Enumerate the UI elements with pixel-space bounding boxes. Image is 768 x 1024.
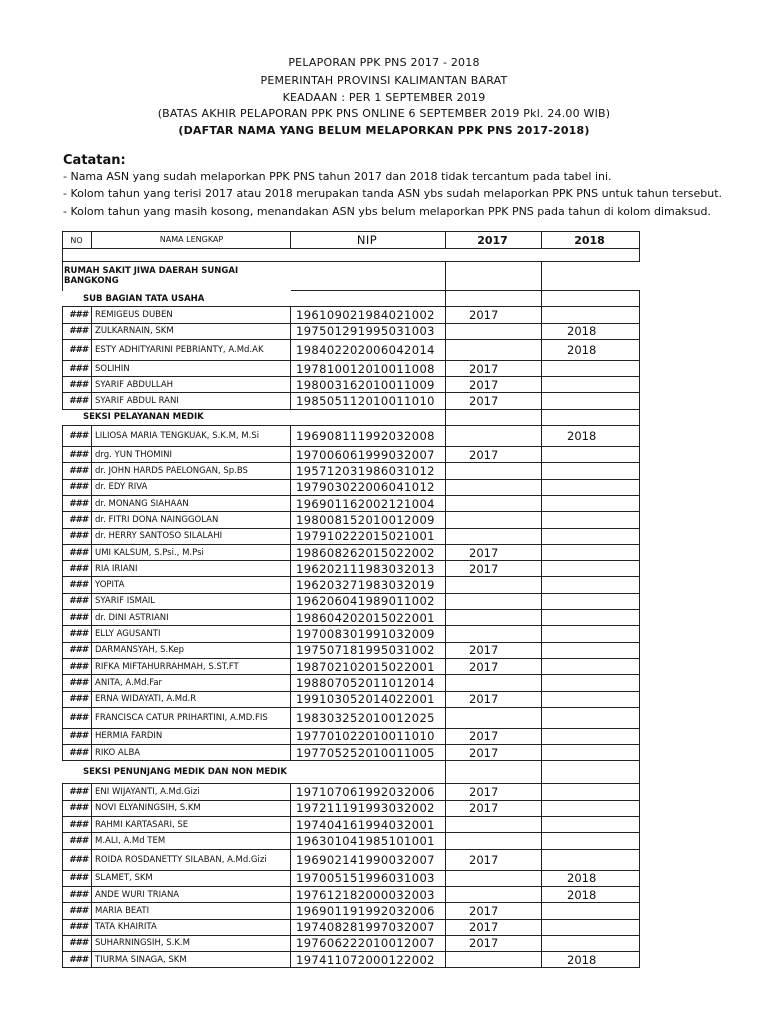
employee-name: FRANCISCA CATUR PRIHARTINI, A.MD.FIS (92, 707, 291, 728)
report-2017: 2017 (446, 544, 542, 560)
employee-nip: 196301041985101001 (291, 833, 446, 849)
employee-name: TATA KHAIRITA (92, 919, 291, 935)
row-number: ### (63, 323, 92, 339)
table-row (63, 593, 640, 609)
employee-nip: 197408281997032007 (291, 919, 446, 935)
section-2018-cell (542, 409, 640, 425)
employee-name: RIKO ALBA (92, 745, 291, 761)
table-row (63, 800, 640, 816)
employee-nip: 197810012010011008 (291, 360, 446, 376)
employee-nip: 197211191993032002 (291, 800, 446, 816)
row-number: ### (63, 675, 92, 691)
row-number: ### (63, 728, 92, 744)
report-2017: 2017 (446, 360, 542, 376)
section-nip-cell (291, 291, 446, 307)
row-number: ### (63, 463, 92, 479)
section-nip-cell (291, 761, 446, 784)
row-number: ### (63, 870, 92, 886)
spacer-row (63, 249, 640, 262)
employee-nip: 196908111992032008 (291, 426, 446, 447)
report-2017: 2017 (446, 377, 542, 393)
report-2017 (446, 463, 542, 479)
report-title: PELAPORAN PPK PNS 2017 - 2018 (288, 56, 480, 69)
report-2018 (542, 800, 640, 816)
report-2017 (446, 495, 542, 511)
employee-nip: 198608262015022002 (291, 544, 446, 560)
report-2018 (542, 833, 640, 849)
report-2018 (542, 642, 640, 658)
table-row (63, 784, 640, 800)
catatan-note: - Kolom tahun yang terisi 2017 atau 2018 merupakan tanda ASN ybs sudah melaporkan PPK PNS untuk tahun tersebut. (63, 187, 723, 200)
employee-name: dr. FITRI DONA NAINGGOLAN (92, 512, 291, 528)
employee-nip: 197705252010011005 (291, 745, 446, 761)
report-2017 (446, 577, 542, 593)
spacer-cell (63, 249, 640, 262)
table-row (63, 561, 640, 577)
report-2018: 2018 (542, 952, 640, 968)
report-2018 (542, 360, 640, 376)
report-2018: 2018 (542, 886, 640, 902)
employee-nip: 198003162010011009 (291, 377, 446, 393)
table-row (63, 393, 640, 409)
report-2018 (542, 512, 640, 528)
report-2018 (542, 479, 640, 495)
column-header-no: NO (63, 232, 92, 249)
employee-nip: 198604202015022001 (291, 610, 446, 626)
table-row (63, 707, 640, 728)
report-2018 (542, 658, 640, 674)
employee-name: SOLIHIN (92, 360, 291, 376)
employee-nip: 197501291995031003 (291, 323, 446, 339)
report-2018 (542, 919, 640, 935)
row-number: ### (63, 528, 92, 544)
report-2017 (446, 512, 542, 528)
report-2018 (542, 849, 640, 870)
employee-name: SYARIF ABDUL RANI (92, 393, 291, 409)
section-row (63, 409, 640, 425)
row-number: ### (63, 903, 92, 919)
row-number: ### (63, 935, 92, 951)
employee-nip: 197903022006041012 (291, 479, 446, 495)
employee-name: SYARIF ISMAIL (92, 593, 291, 609)
report-2017 (446, 675, 542, 691)
report-2017 (446, 610, 542, 626)
report-2017 (446, 870, 542, 886)
employee-name: DARMANSYAH, S.Kep (92, 642, 291, 658)
employee-nip: 197404161994032001 (291, 817, 446, 833)
employee-name: LILIOSA MARIA TENGKUAK, S.K.M, M.Si (92, 426, 291, 447)
row-number: ### (63, 360, 92, 376)
row-number: ### (63, 610, 92, 626)
catatan-note: - Kolom tahun yang masih kosong, menandakan ASN ybs belum melaporkan PPK PNS pada tahun di kolom dimaksud. (63, 205, 711, 218)
table-row (63, 903, 640, 919)
table-row (63, 479, 640, 495)
unit-2017-cell (446, 262, 542, 291)
table-row (63, 377, 640, 393)
employee-name: ENI WIJAYANTI, A.Md.Gizi (92, 784, 291, 800)
report-2017 (446, 426, 542, 447)
employee-nip: 197411072000122002 (291, 952, 446, 968)
employee-name: NOVI ELYANINGSIH, S.KM (92, 800, 291, 816)
report-2017 (446, 886, 542, 902)
report-2018: 2018 (542, 870, 640, 886)
employee-nip: 197910222015021001 (291, 528, 446, 544)
catatan-note: - Nama ASN yang sudah melaporkan PPK PNS tahun 2017 dan 2018 tidak tercantum pada tabel ini. (63, 170, 612, 183)
row-number: ### (63, 707, 92, 728)
section-row (63, 291, 640, 307)
unit-name: RUMAH SAKIT JIWA DAERAH SUNGAI BANGKONG (63, 262, 291, 291)
table-row (63, 307, 640, 323)
table-row (63, 447, 640, 463)
employee-nip: 199103052014022001 (291, 691, 446, 707)
row-number: ### (63, 691, 92, 707)
report-2017: 2017 (446, 561, 542, 577)
table-row (63, 323, 640, 339)
report-2018: 2018 (542, 323, 640, 339)
row-number: ### (63, 544, 92, 560)
unit-2018-cell (542, 262, 640, 291)
report-2018 (542, 728, 640, 744)
column-header-2018: 2018 (542, 232, 640, 249)
column-header-2017: 2017 (446, 232, 542, 249)
report-2017: 2017 (446, 728, 542, 744)
employee-name: UMI KALSUM, S.Psi., M.Psi (92, 544, 291, 560)
employee-name: ERNA WIDAYATI, A.Md.R (92, 691, 291, 707)
column-header-nip: NIP (291, 232, 446, 249)
employee-nip: 198702102015022001 (291, 658, 446, 674)
table-row (63, 658, 640, 674)
report-2017 (446, 833, 542, 849)
report-2018 (542, 935, 640, 951)
table-row (63, 919, 640, 935)
employee-nip: 197606222010012007 (291, 935, 446, 951)
table-row (63, 675, 640, 691)
employee-name: HERMIA FARDIN (92, 728, 291, 744)
employee-name: dr. DINI ASTRIANI (92, 610, 291, 626)
employee-name: drg. YUN THOMINI (92, 447, 291, 463)
report-2018 (542, 561, 640, 577)
report-2018 (542, 495, 640, 511)
employee-name: MARIA BEATI (92, 903, 291, 919)
row-number: ### (63, 919, 92, 935)
employee-nip: 196203271983032019 (291, 577, 446, 593)
report-2017: 2017 (446, 447, 542, 463)
table-row (63, 528, 640, 544)
table-row (63, 817, 640, 833)
table-header-row (63, 232, 640, 249)
table-row (63, 626, 640, 642)
employee-name: REMIGEUS DUBEN (92, 307, 291, 323)
row-number: ### (63, 658, 92, 674)
employee-nip: 198008152010012009 (291, 512, 446, 528)
employee-name: RIFKA MIFTAHURRAHMAH, S.ST.FT (92, 658, 291, 674)
table-row (63, 577, 640, 593)
report-2017 (446, 952, 542, 968)
row-number: ### (63, 577, 92, 593)
report-2017 (446, 528, 542, 544)
section-2018-cell (542, 761, 640, 784)
row-number: ### (63, 495, 92, 511)
employee-nip: 196206041989011002 (291, 593, 446, 609)
report-2017: 2017 (446, 800, 542, 816)
table-row (63, 495, 640, 511)
table-row (63, 728, 640, 744)
employee-name: SUHARNINGSIH, S.K.M (92, 935, 291, 951)
column-header-name: NAMA LENGKAP (92, 232, 291, 249)
table-row (63, 935, 640, 951)
ppk-table (62, 231, 640, 968)
report-2018 (542, 784, 640, 800)
employee-name: dr. MONANG SIAHAAN (92, 495, 291, 511)
employee-name: ANITA, A.Md.Far (92, 675, 291, 691)
row-number: ### (63, 593, 92, 609)
employee-name: RAHMI KARTASARI, SE (92, 817, 291, 833)
employee-name: TIURMA SINAGA, SKM (92, 952, 291, 968)
table-row (63, 833, 640, 849)
employee-nip: 195712031986031012 (291, 463, 446, 479)
employee-nip: 198402202006042014 (291, 339, 446, 360)
table-row (63, 463, 640, 479)
employee-name: ZULKARNAIN, SKM (92, 323, 291, 339)
report-2018 (542, 528, 640, 544)
employee-name: dr. EDY RIVA (92, 479, 291, 495)
report-2018 (542, 675, 640, 691)
employee-nip: 197612182000032003 (291, 886, 446, 902)
employee-nip: 196902141990032007 (291, 849, 446, 870)
report-2018 (542, 393, 640, 409)
table-row (63, 360, 640, 376)
section-2017-cell (446, 761, 542, 784)
employee-nip: 198505112010011010 (291, 393, 446, 409)
report-2017: 2017 (446, 393, 542, 409)
row-number: ### (63, 886, 92, 902)
row-number: ### (63, 849, 92, 870)
report-2017 (446, 323, 542, 339)
section-title: SUB BAGIAN TATA USAHA (63, 291, 291, 307)
row-number: ### (63, 447, 92, 463)
report-2017: 2017 (446, 919, 542, 935)
employee-nip: 197006061999032007 (291, 447, 446, 463)
row-number: ### (63, 833, 92, 849)
row-number: ### (63, 393, 92, 409)
employee-name: RIA IRIANI (92, 561, 291, 577)
table-row (63, 691, 640, 707)
unit-row (63, 262, 640, 291)
report-2017: 2017 (446, 307, 542, 323)
employee-name: dr. JOHN HARDS PAELONGAN, Sp.BS (92, 463, 291, 479)
report-2017 (446, 626, 542, 642)
report-2018 (542, 377, 640, 393)
employee-name: dr. HERRY SANTOSO SILALAHI (92, 528, 291, 544)
report-2017: 2017 (446, 745, 542, 761)
table-row (63, 512, 640, 528)
table-row (63, 610, 640, 626)
report-2017: 2017 (446, 849, 542, 870)
table-row (63, 870, 640, 886)
ppk-table-body (63, 232, 640, 968)
row-number: ### (63, 642, 92, 658)
row-number: ### (63, 784, 92, 800)
employee-name: ROIDA ROSDANETTY SILABAN, A.Md.Gizi (92, 849, 291, 870)
table-row (63, 426, 640, 447)
report-2017: 2017 (446, 784, 542, 800)
employee-nip: 197008301991032009 (291, 626, 446, 642)
report-2018 (542, 707, 640, 728)
report-2017 (446, 707, 542, 728)
employee-nip: 197005151996031003 (291, 870, 446, 886)
section-nip-cell (291, 409, 446, 425)
table-row (63, 849, 640, 870)
row-number: ### (63, 952, 92, 968)
report-2018: 2018 (542, 426, 640, 447)
report-2018 (542, 817, 640, 833)
section-2018-cell (542, 291, 640, 307)
report-2018 (542, 307, 640, 323)
section-row (63, 761, 640, 784)
report-2017 (446, 339, 542, 360)
employee-nip: 198807052011012014 (291, 675, 446, 691)
report-2018 (542, 463, 640, 479)
employee-nip: 197107061992032006 (291, 784, 446, 800)
catatan-title: Catatan: (63, 153, 126, 168)
row-number: ### (63, 339, 92, 360)
employee-nip: 196901162002121004 (291, 495, 446, 511)
section-title: SEKSI PENUNJANG MEDIK DAN NON MEDIK (63, 761, 291, 784)
row-number: ### (63, 745, 92, 761)
report-2018 (542, 544, 640, 560)
row-number: ### (63, 800, 92, 816)
report-2017: 2017 (446, 935, 542, 951)
employee-name: SLAMET, SKM (92, 870, 291, 886)
employee-name: SYARIF ABDULLAH (92, 377, 291, 393)
report-organization: PEMERINTAH PROVINSI KALIMANTAN BARAT (260, 74, 508, 87)
employee-nip: 196901191992032006 (291, 903, 446, 919)
row-number: ### (63, 561, 92, 577)
report-2017: 2017 (446, 691, 542, 707)
row-number: ### (63, 512, 92, 528)
report-subtitle: (DAFTAR NAMA YANG BELUM MELAPORKAN PPK PNS 2017-2018) (178, 124, 590, 137)
report-2018 (542, 903, 640, 919)
employee-name: ANDE WURI TRIANA (92, 886, 291, 902)
table-row (63, 952, 640, 968)
report-2018 (542, 610, 640, 626)
report-2018 (542, 577, 640, 593)
report-2018 (542, 447, 640, 463)
unit-nip-cell (291, 262, 446, 291)
employee-nip: 198303252010012025 (291, 707, 446, 728)
report-2017 (446, 479, 542, 495)
row-number: ### (63, 479, 92, 495)
employee-nip: 197507181995031002 (291, 642, 446, 658)
employee-nip: 197701022010011010 (291, 728, 446, 744)
row-number: ### (63, 426, 92, 447)
section-2017-cell (446, 291, 542, 307)
report-2018: 2018 (542, 339, 640, 360)
table-row (63, 886, 640, 902)
report-2018 (542, 593, 640, 609)
employee-name: ESTY ADHITYARINI PEBRIANTY, A.Md.AK (92, 339, 291, 360)
table-row (63, 544, 640, 560)
table-row (63, 745, 640, 761)
report-2018 (542, 745, 640, 761)
employee-name: ELLY AGUSANTI (92, 626, 291, 642)
employee-nip: 196202111983032013 (291, 561, 446, 577)
report-2017: 2017 (446, 903, 542, 919)
report-2018 (542, 626, 640, 642)
report-2017: 2017 (446, 642, 542, 658)
section-title: SEKSI PELAYANAN MEDIK (63, 409, 291, 425)
row-number: ### (63, 626, 92, 642)
employee-name: YOPITA (92, 577, 291, 593)
table-row (63, 642, 640, 658)
report-2017 (446, 817, 542, 833)
report-2018 (542, 691, 640, 707)
section-2017-cell (446, 409, 542, 425)
employee-nip: 196109021984021002 (291, 307, 446, 323)
row-number: ### (63, 307, 92, 323)
report-deadline: (BATAS AKHIR PELAPORAN PPK PNS ONLINE 6 SEPTEMBER 2019 Pkl. 24.00 WIB) (157, 107, 611, 120)
employee-name: M.ALI, A.Md TEM (92, 833, 291, 849)
report-2017 (446, 593, 542, 609)
report-2017: 2017 (446, 658, 542, 674)
row-number: ### (63, 377, 92, 393)
row-number: ### (63, 817, 92, 833)
report-date: KEADAAN : PER 1 SEPTEMBER 2019 (282, 91, 486, 104)
table-row (63, 339, 640, 360)
